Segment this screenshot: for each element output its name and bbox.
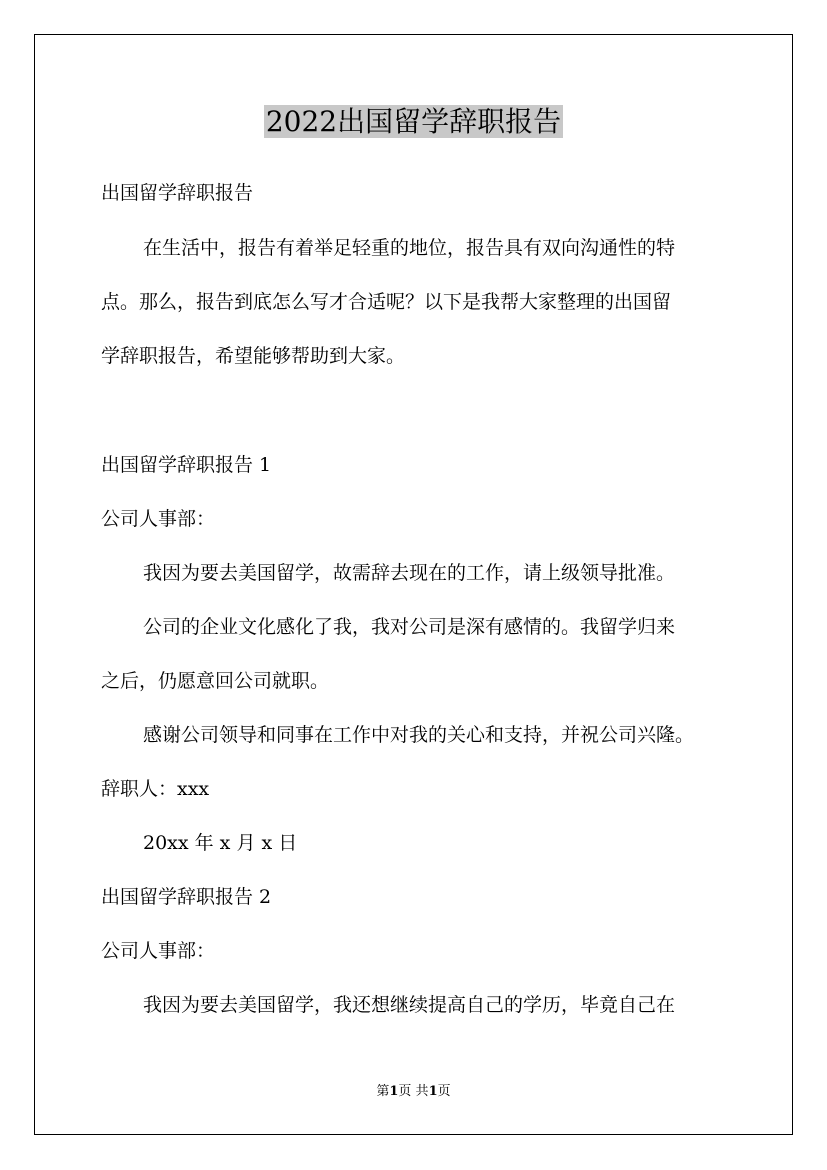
- footer-mid: 页 共: [398, 1084, 429, 1099]
- signature-line: 辞职人：xxx: [101, 778, 210, 800]
- paragraph-line: 学辞职报告，希望能够帮助到大家。: [101, 345, 406, 367]
- page-footer: [0, 1084, 827, 1100]
- paragraph-line: 点。那么，报告到底怎么写才合适呢？以下是我帮大家整理的出国留: [101, 291, 672, 313]
- footer-suffix: 页: [437, 1084, 451, 1099]
- paragraph-line: 我因为要去美国留学，故需辞去现在的工作，请上级领导批准。: [143, 562, 676, 584]
- paragraph-line: 之后，仍愿意回公司就职。: [101, 670, 330, 692]
- salutation: 公司人事部：: [101, 940, 216, 962]
- salutation: 公司人事部：: [101, 508, 216, 530]
- paragraph-line: 我因为要去美国留学，我还想继续提高自己的学历，毕竟自己在: [143, 994, 676, 1016]
- document-title-text: 2022出国留学辞职报告: [265, 105, 562, 138]
- footer-prefix: 第: [376, 1084, 390, 1099]
- section-heading-2: 出国留学辞职报告 2: [101, 886, 272, 908]
- section-heading: 出国留学辞职报告: [101, 182, 254, 204]
- section-heading-1: 出国留学辞职报告 1: [101, 454, 272, 476]
- document-title: [0, 100, 827, 144]
- footer-page-number: 1: [389, 1084, 399, 1099]
- date-line: 20xx 年 x 月 x 日: [143, 832, 298, 854]
- paragraph-line: 感谢公司领导和同事在工作中对我的关心和支持，并祝公司兴隆。: [143, 724, 695, 746]
- paragraph-line: 公司的企业文化感化了我，我对公司是深有感情的。我留学归来: [143, 616, 676, 638]
- paragraph-line: 在生活中，报告有着举足轻重的地位，报告具有双向沟通性的特: [143, 237, 676, 259]
- footer-total-pages: 1: [428, 1084, 438, 1099]
